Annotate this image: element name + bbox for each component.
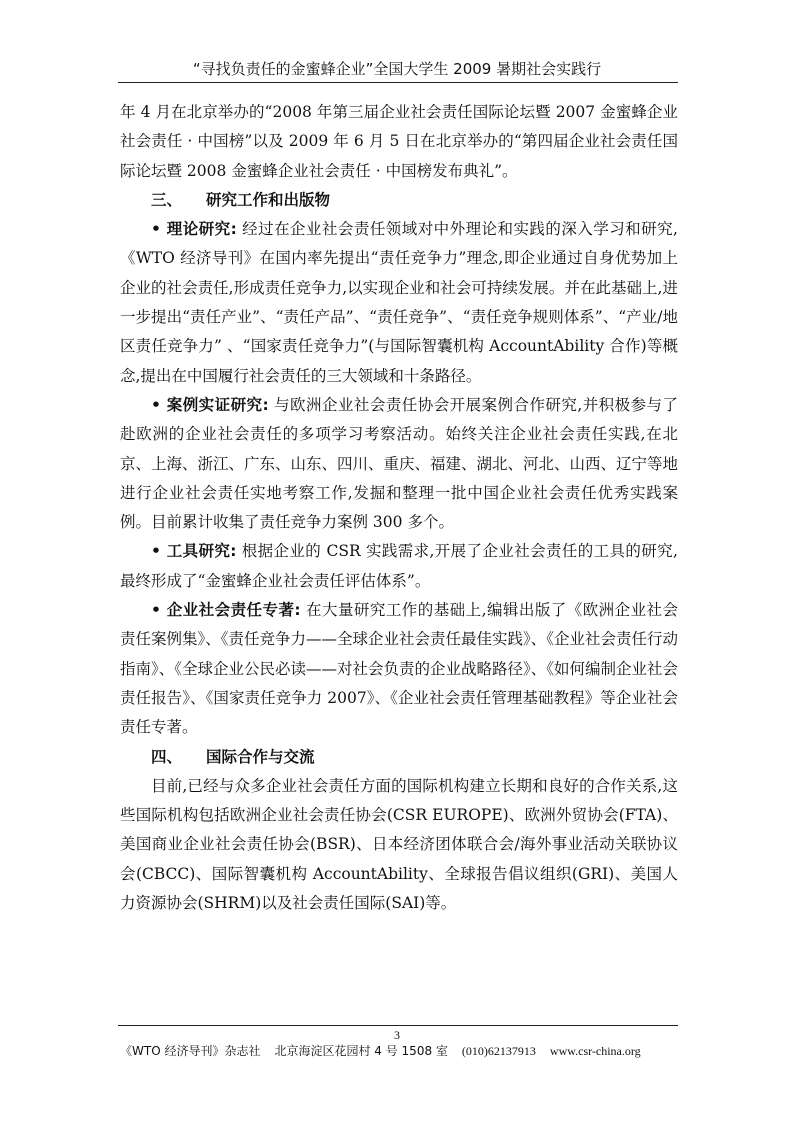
section-heading-international — [120, 743, 678, 772]
tool-text: 根据企业的 CSR 实践需求,开展了企业社会责任的工具的研究,最终形成了“金蜜蜂企业社会责任评估体系”。 — [120, 542, 678, 590]
tool-lead: • 工具研究: — [151, 542, 237, 561]
page-number: 3 — [394, 1028, 400, 1042]
document-body — [120, 98, 678, 918]
footer-phone: (010)62137913 — [461, 1044, 536, 1058]
header-rule — [118, 82, 678, 83]
footer-rule — [118, 1025, 678, 1026]
page-header: “寻找负责任的金蜜蜂企业”全国大学生 2009 暑期社会实践行 — [192, 60, 602, 78]
footer-website: www.csr-china.org — [549, 1044, 641, 1058]
section-heading-research — [120, 186, 678, 215]
international-paragraph: 目前,已经与众多企业社会责任方面的国际机构建立长期和良好的合作关系,这些国际机构包括欧洲企业社会责任协会(CSR EUROPE)、欧洲外贸协会(FTA)、美国商业企业社会责任协会(BSR)、日本经济团体联合会/海外事业活动关联协议会(CBCC)、国际智囊机构 AccountAbility、全球报告倡议组织(GRI)、美国人力资源协会(SHRM)以及社会责任国际(SAI)等。 — [120, 776, 678, 913]
case-text: 与欧洲企业社会责任协会开展案例合作研究,并积极参与了赴欧洲的企业社会责任的多项学习考察活动。始终关注企业社会责任实践,在北京、上海、浙江、广东、山东、四川、重庆、福建、湖北、河北、山西、辽宁等地进行企业社会责任实地考察工作,发掘和整理一批中国企业社会责任优秀实践案例。目前累计收集了责任竞争力案例 300 多个。 — [120, 395, 679, 532]
section-title: 国际合作与交流 — [206, 747, 315, 766]
case-lead: • 案例实证研究: — [151, 395, 269, 414]
footer-publisher: 《WTO 经济导刊》杂志社 — [120, 1044, 261, 1058]
books-paragraph — [120, 596, 678, 742]
tool-paragraph — [120, 537, 678, 596]
case-paragraph — [120, 391, 678, 537]
footer-address: 北京海淀区花园村 4 号 1508 室 — [274, 1044, 448, 1058]
section-number: 四、 — [151, 747, 183, 766]
theory-paragraph — [120, 215, 678, 391]
books-lead: • 企业社会责任专著: — [151, 601, 301, 620]
page-footer — [120, 1042, 680, 1059]
intro-paragraph: 年 4 月在北京举办的“2008 年第三届企业社会责任国际论坛暨 2007 金蜜蜂企业社会责任 · 中国榜”以及 2009 年 6 月 5 日在北京举办的“第四届企业社会责任国际论坛暨 2008 金蜜蜂企业社会责任 · 中国榜发布典礼”。 — [120, 103, 678, 180]
books-text: 在大量研究工作的基础上,编辑出版了《欧洲企业社会责任案例集》、《责任竞争力——全球企业社会责任最佳实践》、《企业社会责任行动指南》、《全球企业公民必读——对社会负责的企业战略路径》、《如何编制企业社会责任报告》、《国家责任竞争力 2007》、《企业社会责任管理基础教程》等企业社会责任专著。 — [120, 601, 679, 737]
section-title: 研究工作和出版物 — [206, 190, 331, 209]
theory-text: 经过在企业社会责任领域对中外理论和实践的深入学习和研究,《WTO 经济导刊》在国内率先提出“责任竞争力”理念,即企业通过自身优势加上企业的社会责任,形成责任竞争力,以实现企业和社会可持续发展。并在此基础上,进一步提出“责任产业”、“责任产品”、“责任竞争”、“责任竞争规则体系”、“产业/地区责任竞争力” 、“国家责任竞争力”(与国际智囊机构 AccountAbility 合作)等概念,提出在中国履行社会责任的三大领域和十条路径。 — [120, 220, 678, 385]
section-number: 三、 — [151, 190, 183, 209]
theory-lead: • 理论研究: — [151, 220, 237, 239]
